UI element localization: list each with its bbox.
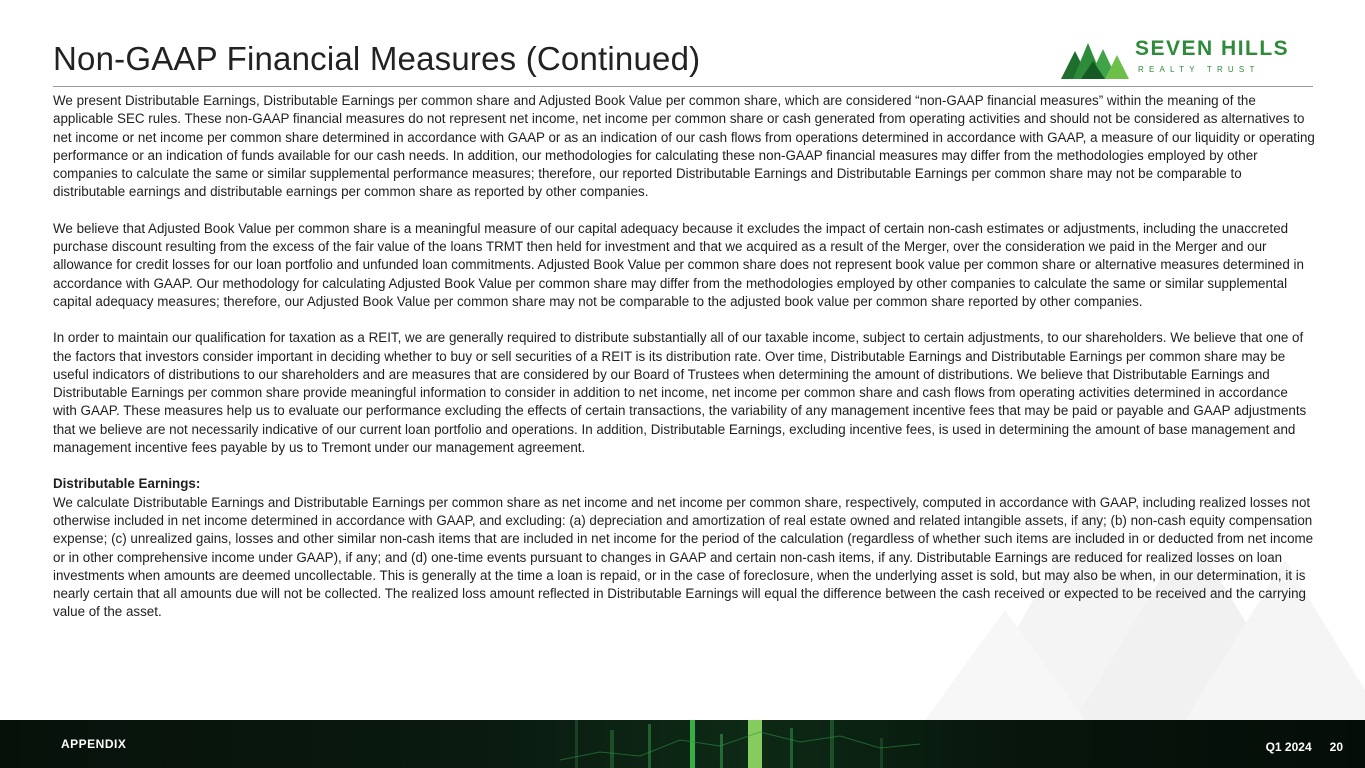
logo-name: SEVEN HILLS bbox=[1135, 37, 1290, 60]
paragraph: We present Distributable Earnings, Distributable Earnings per common share and Adjusted Book Value per common share, which are considered “non-GAAP financial measures” within the meaning of the applicable SEC rules. These non-GAAP financial measures do not represent net income, net income per common share or cash generated from operating activities and should not be considered as alternatives to net income or net income per common share determined in accordance with GAAP or as an indication of our cash flows from operations determined in accordance with GAAP, a measure of our liquidity or operating performance or an indication of funds available for our cash needs. In addition, our methodologies for calculating these non-GAAP financial measures may differ from the methodologies employed by other companies to calculate the same or similar supplemental performance measures; therefore, our reported Distributable Earnings and Distributable Earnings per common share may not be comparable to distributable earnings and distributable earnings per common share as reported by other companies. bbox=[53, 93, 1315, 200]
page-title: Non-GAAP Financial Measures (Continued) bbox=[53, 40, 701, 77]
logo-subtitle: REALTY TRUST bbox=[1138, 65, 1260, 74]
footer-chart-graphic bbox=[0, 720, 1365, 768]
page-number: 20 bbox=[1329, 740, 1343, 754]
paragraph: In order to maintain our qualification for taxation as a REIT, we are generally required to distribute substantially all of our taxable income, subject to certain adjustments, to our shareholders. We believe that one of the factors that investors consider important in deciding whether to buy or sell securities of a REIT is its distribution rate. Over time, Distributable Earnings and Distributable Earnings per common share may be useful indicators of distributions to our shareholders and are measures that are considered by our Board of Trustees when determining the amount of distributions. We believe that Distributable Earnings and Distributable Earnings per common share provide meaningful information to consider in addition to net income, net income per common share and cash flows from operating activities determined in accordance with GAAP. These measures help us to evaluate our performance excluding the effects of certain transactions, the variability of any management incentive fees that may be paid or payable and GAAP adjustments that we believe are not necessarily indicative of our current loan portfolio and operations. In addition, Distributable Earnings, excluding incentive fees, is used in determining the amount of base management and management incentive fees payable by us to Tremont under our management agreement. bbox=[53, 330, 1307, 456]
paragraph: We calculate Distributable Earnings and Distributable Earnings per common share as net income and net income per common share, respectively, computed in accordance with GAAP, including realized losses not otherwise included in net income determined in accordance with GAAP, and excluding: (a) depreciation and amortization of real estate owned and related intangible assets, if any; (b) non-cash equity compensation expense; (c) unrealized gains, losses and other similar non-cash items that are included in net income for the period of the calculation (regardless of whether such items are included in or deducted from net income or in other comprehensive income under GAAP), if any; and (d) one-time events pursuant to changes in GAAP and certain non-cash items, if any. Distributable Earnings are reduced for realized losses on loan investments when amounts are deemed uncollectable. This is generally at the time a loan is repaid, or in the case of foreclosure, when the underlying asset is sold, but may also be when, in our determination, it is nearly certain that all amounts due will not be collected. The realized loss amount reflected in Distributable Earnings will equal the difference between the cash received or expected to be received and the carrying value of the asset. bbox=[53, 494, 1314, 620]
footer-meta bbox=[1266, 740, 1343, 754]
footer-section-label: APPENDIX bbox=[61, 737, 127, 751]
title-divider bbox=[53, 86, 1313, 87]
footer-bar bbox=[0, 720, 1365, 768]
paragraph: We believe that Adjusted Book Value per common share is a meaningful measure of our capital adequacy because it excludes the impact of certain non-cash estimates or adjustments, including the unaccreted purchase discount resulting from the excess of the fair value of the loans TRMT then held for investment and that we acquired as a result of the Merger, over the consideration we paid in the Merger and our allowance for credit losses for our loan portfolio and unfunded loan commitments. Adjusted Book Value per common share does not represent book value per common share or alternative measures determined in accordance with GAAP. Our methodology for calculating Adjusted Book Value per common share may differ from the methodologies employed by other companies to calculate the same or similar supplemental capital adequacy measures; therefore, our Adjusted Book Value per common share may not be comparable to the adjusted book value per common share reported by other companies. bbox=[53, 220, 1304, 309]
company-logo bbox=[1061, 37, 1316, 81]
mountains-logo-icon bbox=[1061, 39, 1131, 79]
section-heading: Distributable Earnings: bbox=[53, 476, 201, 492]
body-content bbox=[53, 92, 1315, 622]
footer-period: Q1 2024 bbox=[1265, 740, 1312, 754]
